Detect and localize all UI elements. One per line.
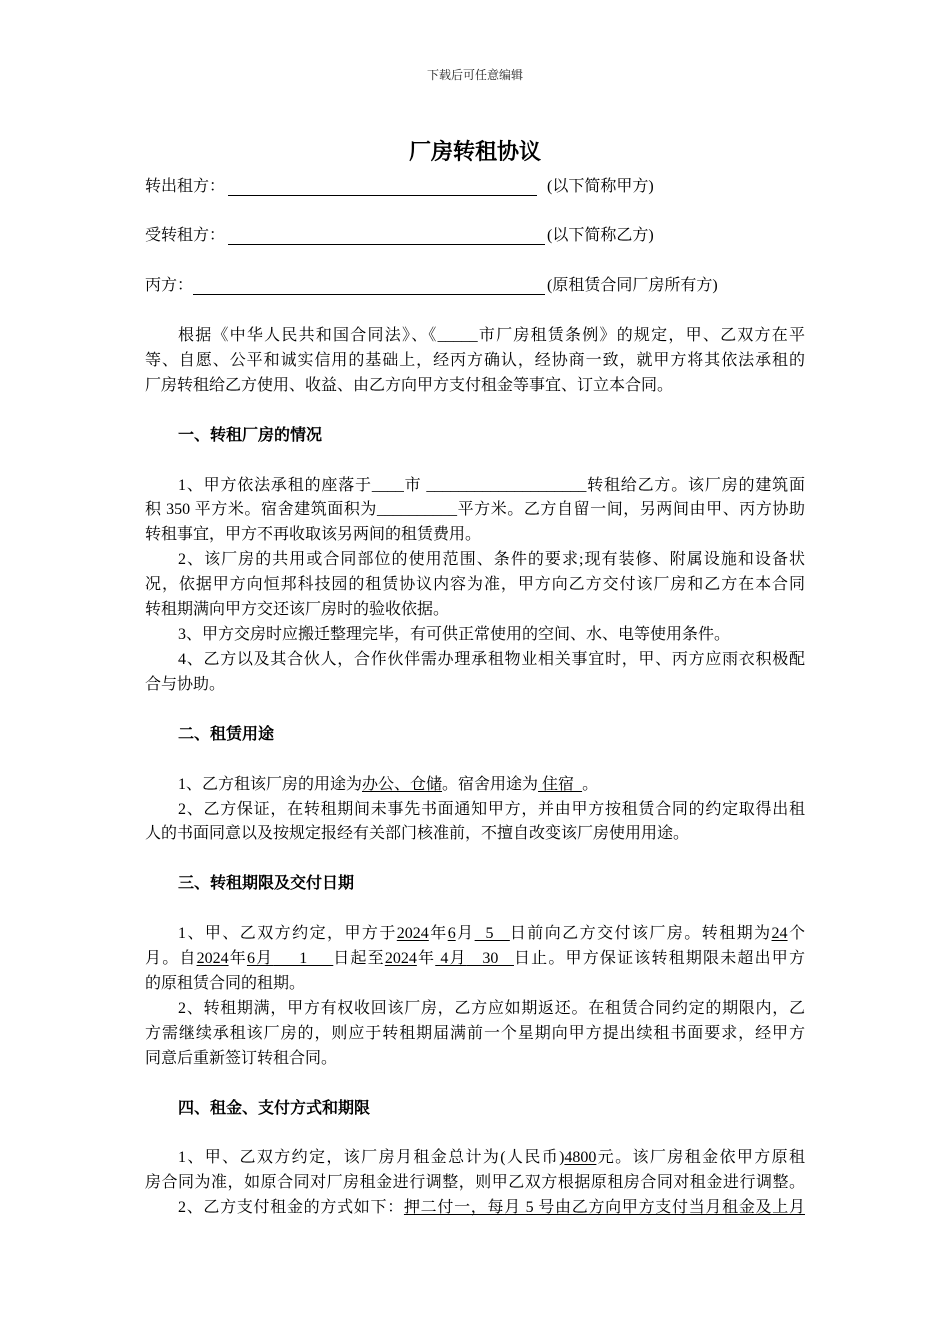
owner-label: 丙方：: [145, 277, 194, 295]
spacer: [145, 299, 805, 324]
clause-text: 1、甲、乙双方约定，该厂房月租金总计为(人民币): [178, 1149, 565, 1167]
owner-note: (原租赁合同厂房所有方): [547, 277, 718, 295]
clause-line: 1、甲方依法承租的座落于____市 ____________________转租给乙方。该厂房的建筑面: [178, 476, 805, 494]
clause-line: 转租事宜，甲方不再收取该另两间的租赁费用。: [145, 526, 482, 544]
spacer: [145, 748, 805, 773]
clause-text: 1、甲、乙双方约定，甲方于: [178, 925, 397, 943]
clause-line: 同意后重新签订转租合同。: [145, 1049, 338, 1067]
clause-line: 方需继续承租该厂房的，则应于转租期届满前一个星期向甲方提出续租书面要求，经甲方: [145, 1024, 805, 1042]
start-month-field: 6月: [246, 950, 274, 968]
spacer: [145, 249, 805, 274]
clause-text: 年: [228, 950, 247, 968]
preamble-line: 等、自愿、公平和诚实信用的基础上，经丙方确认，经协商一致，就甲方将其依法承租的: [145, 351, 805, 369]
payment-method-field: 押二付一，每月 5 号由乙方向甲方支付当月租金及上月: [403, 1199, 805, 1217]
end-day-field: 30: [466, 950, 514, 968]
lessee-label: 受转租方：: [145, 227, 226, 245]
clause-line: 人的书面同意以及按规定报经有关部门核准前，不擅自改变该厂房使用用途。: [145, 825, 690, 843]
handover-day-field: 5: [474, 925, 510, 943]
start-year-field: 2024: [196, 950, 229, 968]
handover-month-field: 6: [447, 925, 456, 943]
clause-line: 3、甲方交房时应搬迁整理完毕，有可供正常使用的空间、水、电等使用条件。: [178, 626, 731, 644]
clause-line: 转租期满向甲方交还该厂房时的验收依据。: [145, 601, 450, 619]
clause-text: 个: [787, 925, 805, 943]
clause-line: [145, 773, 805, 798]
clause-line: 4、乙方以及其合伙人，合作伙伴需办理承租物业相关事宜时，甲、丙方应雨衣积极配: [178, 651, 805, 669]
section-heading-4: 四、租金、支付方式和期限: [178, 1099, 371, 1117]
document-body: [145, 175, 805, 1222]
lessor-name-blank: [228, 195, 537, 196]
spacer: [145, 897, 805, 922]
party-row-owner: [145, 274, 805, 299]
clause-text: 月: [455, 925, 475, 943]
preamble-line: 厂房转租给乙方使用、收益、由乙方向甲方支付租金等事宜、订立本合同。: [145, 376, 674, 394]
spacer: [145, 449, 805, 474]
lessor-label: 转出租方：: [145, 177, 226, 195]
spacer: [145, 1122, 805, 1147]
clause-text: 月。自: [145, 950, 197, 968]
clause-text: 年: [428, 925, 448, 943]
clause-text: 。: [582, 775, 599, 793]
clause-text: 日止。甲方保证该转租期限未超出甲方: [513, 950, 805, 968]
document-title: 厂房转租协议: [408, 139, 541, 164]
preamble-line: 根据《中华人民共和国合同法》、《_____市厂房租赁条例》的规定，甲、乙双方在平: [178, 327, 805, 345]
owner-name-blank: [193, 294, 545, 295]
monthly-rent-field: 4800: [564, 1149, 597, 1167]
spacer: [145, 399, 805, 424]
clause-line: [145, 1196, 805, 1221]
section-heading-2: 二、租赁用途: [178, 725, 275, 743]
clause-line: [145, 947, 805, 972]
usage-purpose-field: 办公、仓储: [362, 775, 443, 793]
clause-line: 积 350 平方米。宿舍建筑面积为__________平方米。乙方自留一间，另两间由甲、丙方协助: [145, 501, 805, 519]
party-row-lessor: [145, 175, 805, 200]
section-heading-1: 一、转租厂房的情况: [178, 426, 323, 444]
clause-line: [145, 922, 805, 947]
clause-line: 2、转租期满，甲方有权收回该厂房，乙方应如期返还。在租赁合同约定的期限内，乙: [178, 999, 805, 1017]
spacer: [145, 199, 805, 224]
term-months-field: 24: [771, 925, 788, 943]
spacer: [145, 1072, 805, 1097]
header-note: 下载后可任意编辑: [426, 68, 523, 82]
clause-line: 况，依据甲方向恒邦科技园的租赁协议内容为准，甲方向乙方交付该厂房和乙方在本合同: [145, 576, 805, 594]
clause-text: 。宿舍用途为: [442, 775, 539, 793]
clause-text: 年: [416, 950, 436, 968]
handover-year-field: 2024: [396, 925, 429, 943]
clause-text: 2、乙方支付租金的方式如下：: [178, 1199, 404, 1217]
spacer: [145, 847, 805, 872]
clause-line: 的原租赁合同的租期。: [145, 975, 306, 992]
clause-text: 日起至: [333, 950, 385, 968]
clause-line: 2、该厂房的共用或合同部位的使用范围、条件的要求;现有装修、附属设施和设备状: [178, 551, 805, 569]
lessee-note: (以下简称乙方): [547, 227, 654, 245]
clause-text: 日前向乙方交付该厂房。转租期为: [509, 925, 772, 943]
section-heading-3: 三、转租期限及交付日期: [178, 875, 355, 893]
start-day-field: 1: [273, 950, 334, 968]
clause-line: 合与协助。: [145, 675, 226, 693]
end-month-field: 4月: [435, 950, 467, 968]
dormitory-usage-field: 住宿: [538, 775, 583, 793]
spacer: [145, 698, 805, 723]
clause-line: [145, 1146, 805, 1171]
lessee-name-blank: [228, 244, 545, 245]
clause-text: 元。该厂房租金依甲方原租: [596, 1149, 805, 1167]
clause-text: 1、乙方租该厂房的用途为: [178, 775, 363, 793]
end-year-field: 2024: [384, 950, 417, 968]
clause-line: 房合同为准，如原合同对厂房租金进行调整，则甲乙双方根据原租房合同对租金进行调整。: [145, 1174, 805, 1192]
clause-line: 2、乙方保证，在转租期间未事先书面通知甲方，并由甲方按租赁合同的约定取得出租: [178, 800, 805, 818]
party-row-lessee: [145, 224, 805, 249]
lessor-note: (以下简称甲方): [547, 177, 654, 195]
